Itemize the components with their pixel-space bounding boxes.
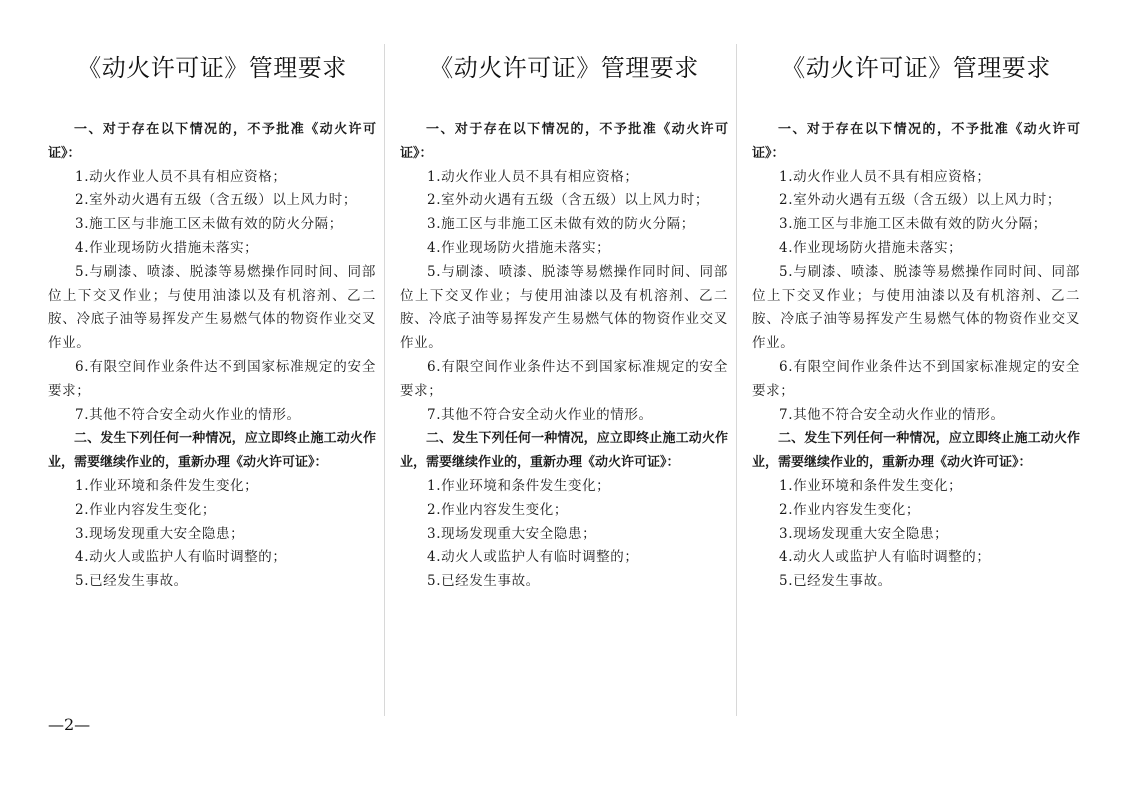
section-2-item: 5.已经发生事故。: [75, 573, 188, 590]
section-1-heading: 一、对于存在以下情况的，不予批准《动火许可证》：: [400, 122, 728, 161]
section-1-item: 3.施工区与非施工区未做有效的防火分隔；: [779, 216, 1047, 233]
section-2-item: 2.作业内容发生变化；: [779, 501, 920, 518]
section-2-item: 5.已经发生事故。: [779, 573, 892, 590]
section-2-heading: 二、发生下列任何一种情况，应立即终止施工动火作业，需要继续作业的，重新办理《动火许可证》：: [400, 431, 728, 471]
section-2-heading: 二、发生下列任何一种情况，应立即终止施工动火作业，需要继续作业的，重新办理《动火许可证》：: [752, 431, 1080, 471]
document-body: [48, 118, 376, 594]
section-2-item: 3.现场发现重大安全隐患；: [75, 525, 245, 542]
column-divider: [736, 44, 737, 716]
document-column-2: [400, 48, 728, 594]
section-1-item: 5.与刷漆、喷漆、脱漆等易燃操作同时间、同部位上下交叉作业；与使用油漆以及有机溶剂、乙二胺、冷底子油等易挥发产生易燃气体的物资作业交叉作业。: [400, 263, 728, 352]
section-1-item: 7.其他不符合安全动火作业的情形。: [427, 406, 653, 423]
page-number: —2—: [48, 715, 91, 734]
section-2-heading: 二、发生下列任何一种情况，应立即终止施工动火作业，需要继续作业的，重新办理《动火许可证》：: [48, 431, 376, 471]
section-1-item: 1.动火作业人员不具有相应资格；: [427, 168, 639, 185]
document-body: [752, 118, 1080, 594]
section-2-item: 2.作业内容发生变化；: [427, 501, 568, 518]
column-divider: [384, 44, 385, 716]
section-2-item: 3.现场发现重大安全隐患；: [427, 525, 597, 542]
document-body: [400, 118, 728, 594]
section-1-item: 4.作业现场防火措施未落实；: [779, 239, 963, 256]
section-1-item: 4.作业现场防火措施未落实；: [75, 239, 259, 256]
section-2-item: 5.已经发生事故。: [427, 573, 540, 590]
section-1-item: 7.其他不符合安全动火作业的情形。: [779, 406, 1005, 423]
section-2-item: 3.现场发现重大安全隐患；: [779, 525, 949, 542]
section-1-item: 6.有限空间作业条件达不到国家标准规定的安全要求；: [752, 358, 1080, 399]
section-2-item: 4.动火人或监护人有临时调整的；: [779, 549, 991, 566]
section-1-heading: 一、对于存在以下情况的，不予批准《动火许可证》：: [48, 122, 376, 161]
section-1-item: 1.动火作业人员不具有相应资格；: [779, 168, 991, 185]
section-1-item: 6.有限空间作业条件达不到国家标准规定的安全要求；: [400, 358, 728, 399]
section-1-item: 2.室外动火遇有五级（含五级）以上风力时；: [779, 192, 1061, 209]
section-2-item: 1.作业环境和条件发生变化；: [427, 477, 611, 494]
document-title: 《动火许可证》管理要求: [781, 54, 1051, 82]
document-title: 《动火许可证》管理要求: [77, 54, 347, 82]
section-1-item: 1.动火作业人员不具有相应资格；: [75, 168, 287, 185]
section-1-item: 3.施工区与非施工区未做有效的防火分隔；: [427, 216, 695, 233]
section-1-item: 2.室外动火遇有五级（含五级）以上风力时；: [75, 192, 357, 209]
section-2-item: 4.动火人或监护人有临时调整的；: [75, 549, 287, 566]
section-1-item: 5.与刷漆、喷漆、脱漆等易燃操作同时间、同部位上下交叉作业；与使用油漆以及有机溶剂、乙二胺、冷底子油等易挥发产生易燃气体的物资作业交叉作业。: [752, 263, 1080, 352]
section-1-item: 3.施工区与非施工区未做有效的防火分隔；: [75, 216, 343, 233]
document-column-3: [752, 48, 1080, 594]
section-1-item: 7.其他不符合安全动火作业的情形。: [75, 406, 301, 423]
section-1-item: 2.室外动火遇有五级（含五级）以上风力时；: [427, 192, 709, 209]
section-2-item: 1.作业环境和条件发生变化；: [779, 477, 963, 494]
section-1-item: 5.与刷漆、喷漆、脱漆等易燃操作同时间、同部位上下交叉作业；与使用油漆以及有机溶剂、乙二胺、冷底子油等易挥发产生易燃气体的物资作业交叉作业。: [48, 263, 376, 352]
section-2-item: 1.作业环境和条件发生变化；: [75, 477, 259, 494]
section-2-item: 2.作业内容发生变化；: [75, 501, 216, 518]
section-1-item: 6.有限空间作业条件达不到国家标准规定的安全要求；: [48, 358, 376, 399]
section-2-item: 4.动火人或监护人有临时调整的；: [427, 549, 639, 566]
document-title: 《动火许可证》管理要求: [429, 54, 699, 82]
section-1-item: 4.作业现场防火措施未落实；: [427, 239, 611, 256]
document-column-1: [48, 48, 376, 594]
section-1-heading: 一、对于存在以下情况的，不予批准《动火许可证》：: [752, 122, 1080, 161]
